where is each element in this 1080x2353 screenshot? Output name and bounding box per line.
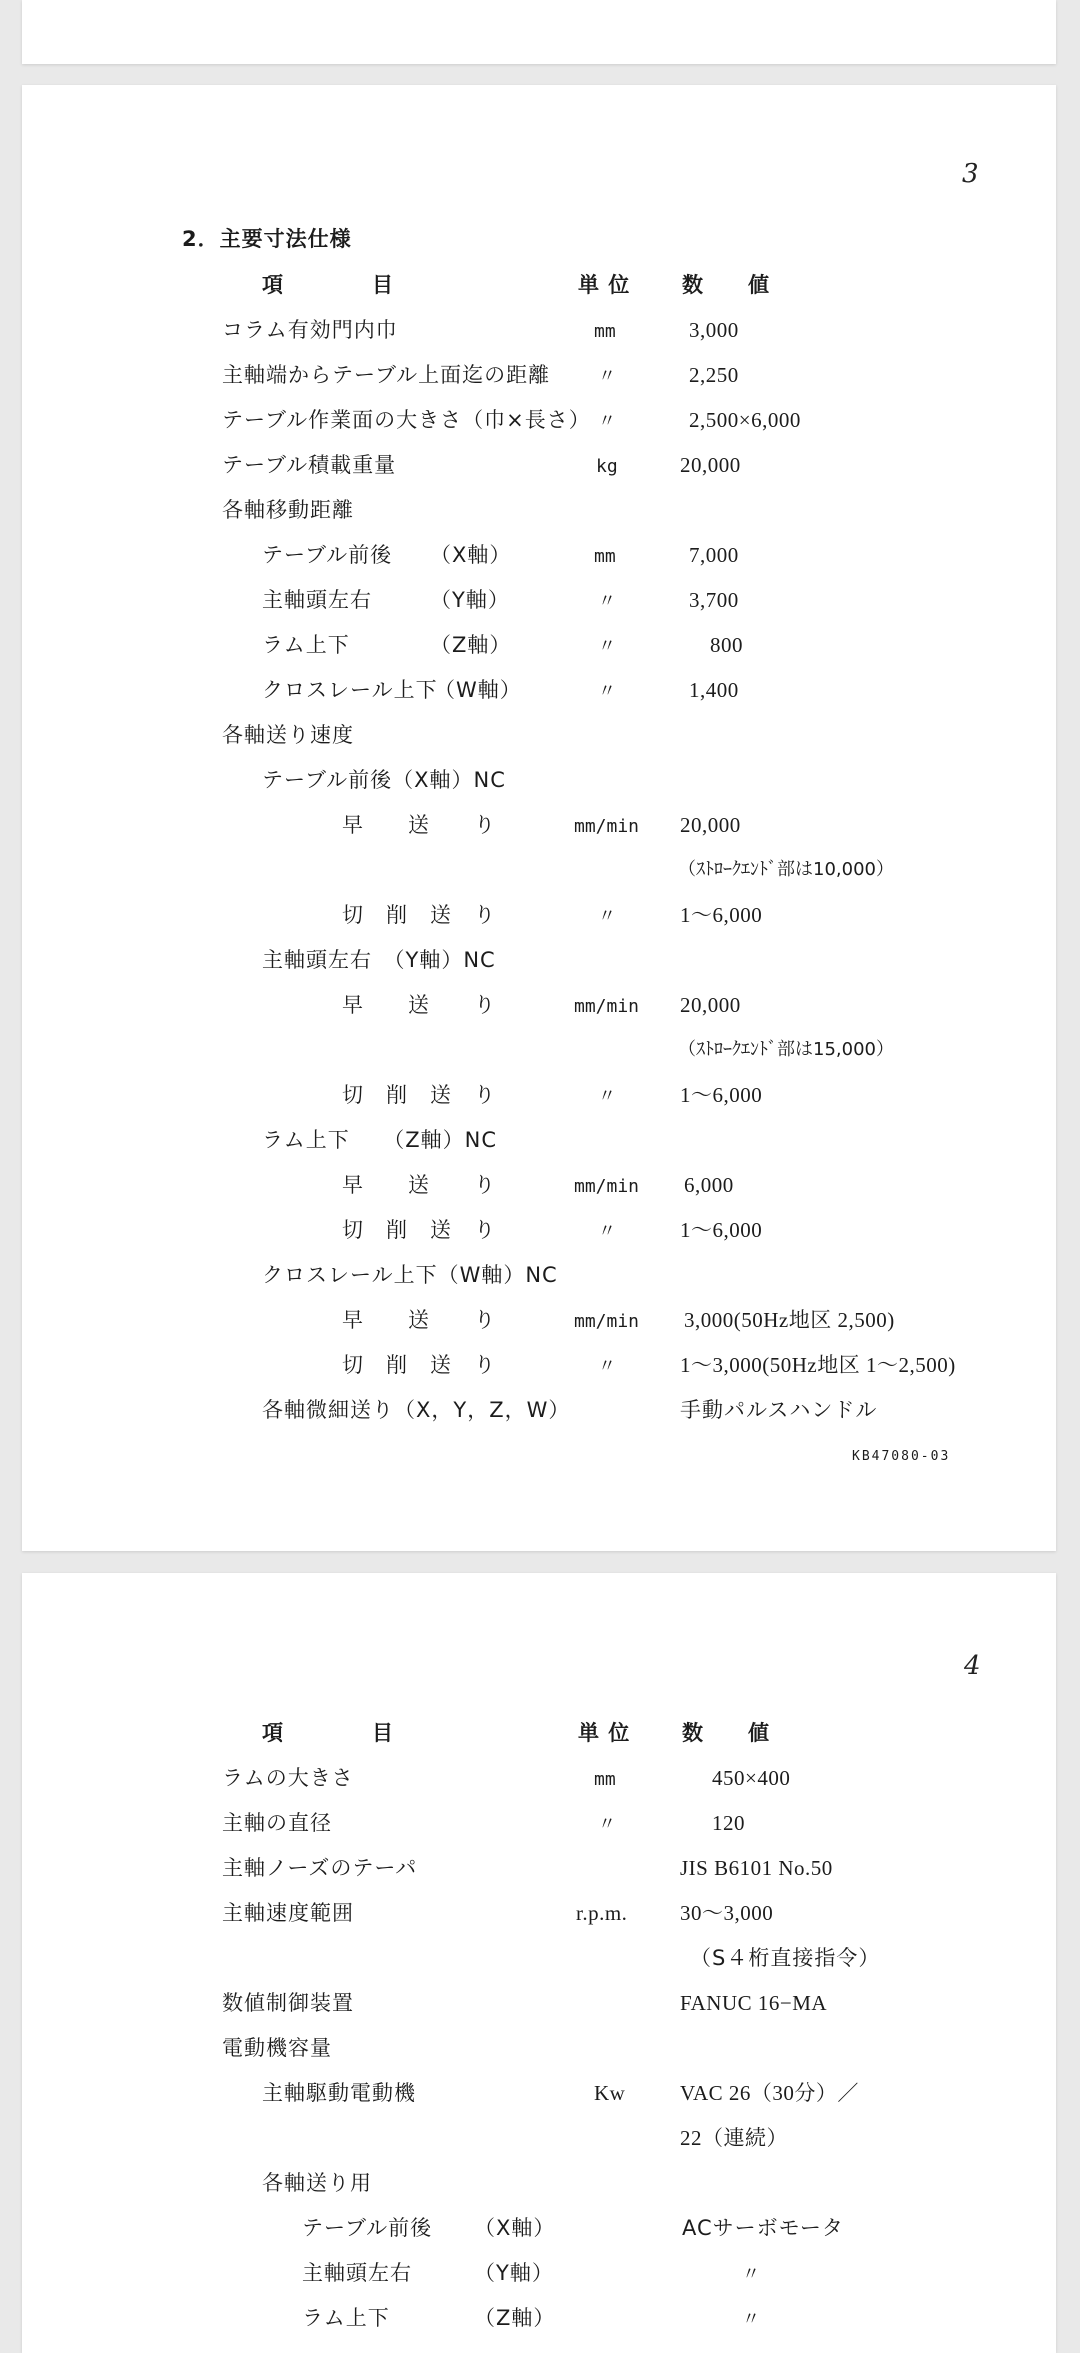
spec-value: 〃 — [742, 2264, 760, 2285]
spec-note: （ｽﾄﾛｰｸｴﾝﾄﾞ部は10,000） — [678, 859, 894, 880]
axis-label: （X軸） — [430, 543, 512, 567]
spec-label: 主軸端からテーブル上面迄の距離 — [222, 363, 551, 387]
spec-unit: mm — [594, 546, 616, 567]
group-label: 電動機容量 — [222, 2036, 332, 2060]
header-item: 項 目 — [262, 1721, 394, 1745]
spec-value: 3,700 — [689, 588, 739, 612]
spec-value: VAC 26（30分）／ — [680, 2081, 859, 2105]
spec-value: 20,000 — [680, 993, 741, 1017]
spec-label: テーブル作業面の大きさ（巾×長さ） — [222, 408, 591, 432]
spec-value: 7,000 — [689, 543, 739, 567]
spec-value: 1〜3,000(50Hz地区 1〜2,500) — [680, 1353, 956, 1377]
spec-label: 早 送 り — [342, 1173, 496, 1197]
axis-label: （Y軸） — [430, 588, 510, 612]
spec-label: クロスレール上下 — [262, 678, 438, 702]
spec-label: 主軸頭左右 — [302, 2261, 412, 2285]
spec-value: 1〜6,000 — [680, 1218, 763, 1242]
spec-unit: mm/min — [574, 1176, 640, 1197]
spec-unit: 〃 — [598, 1814, 616, 1835]
spec-value: 20,000 — [680, 813, 741, 837]
spec-label: 各軸微細送り（X，Y，Z，W） — [262, 1398, 571, 1422]
spec-label: ラム上下 — [302, 2306, 390, 2330]
spec-label: コラム有効門内巾 — [222, 318, 398, 342]
axis-label: （W軸） — [434, 678, 522, 702]
header-value: 数 値 — [682, 1721, 770, 1745]
spec-label: 切 削 送 り — [342, 1218, 496, 1242]
spec-label: ラム上下 — [262, 633, 350, 657]
spec-value: 1〜6,000 — [680, 903, 763, 927]
group-label: 各軸送り速度 — [222, 723, 354, 747]
group-label: 各軸送り用 — [262, 2171, 372, 2195]
spec-note: （ｽﾄﾛｰｸｴﾝﾄﾞ部は15,000） — [678, 1039, 894, 1060]
document-page-4 — [22, 1573, 1056, 2353]
spec-unit: 〃 — [598, 681, 616, 702]
spec-value-cont: 22（連続） — [680, 2126, 788, 2150]
group-label: 各軸移動距離 — [222, 498, 354, 522]
document-page-3 — [22, 85, 1056, 1551]
spec-unit: 〃 — [598, 636, 616, 657]
axis-label: （Y軸） — [474, 2261, 554, 2285]
page-number: 3 — [962, 159, 979, 189]
spec-unit: mm — [594, 321, 616, 342]
axis-label: （X軸） — [474, 2216, 556, 2240]
spec-unit: Kw — [594, 2081, 626, 2105]
spec-label: テーブル前後 — [302, 2216, 433, 2240]
spec-unit: mm/min — [574, 1311, 640, 1332]
spec-label: 早 送 り — [342, 813, 496, 837]
spec-value: 2,500×6,000 — [689, 408, 801, 432]
header-unit: 単 位 — [578, 273, 631, 297]
previous-page-fragment — [22, 0, 1056, 64]
spec-value: 120 — [712, 1811, 745, 1835]
spec-value: 1〜6,000 — [680, 1083, 763, 1107]
header-unit: 単 位 — [578, 1721, 631, 1745]
header-item: 項 目 — [262, 273, 394, 297]
spec-note: （S４桁直接指令） — [690, 1946, 881, 1970]
spec-unit: 〃 — [598, 366, 616, 387]
spec-label: ラムの大きさ — [222, 1766, 354, 1790]
spec-value: 800 — [710, 633, 743, 657]
spec-unit: 〃 — [598, 1221, 616, 1242]
spec-label: テーブル前後 — [262, 543, 393, 567]
spec-value: ACサーボモータ — [682, 2216, 844, 2240]
spec-label: テーブル積載重量 — [222, 453, 397, 477]
spec-label: 主軸の直径 — [222, 1811, 332, 1835]
spec-unit: 〃 — [598, 1356, 616, 1377]
axis-label: （Z軸） — [474, 2306, 556, 2330]
spec-value: 6,000 — [684, 1173, 734, 1197]
spec-unit: r.p.m. — [576, 1901, 628, 1925]
spec-unit: 〃 — [598, 1086, 616, 1107]
spec-value: FANUC 16−MA — [680, 1991, 828, 2015]
subgroup-label: ラム上下 （Z軸）NC — [262, 1128, 498, 1152]
subgroup-label: テーブル前後（X軸）NC — [262, 768, 506, 792]
spec-value: 手動パルスハンドル — [680, 1398, 878, 1422]
spec-value: 3,000(50Hz地区 2,500) — [684, 1308, 895, 1332]
header-value: 数 値 — [682, 273, 770, 297]
spec-value: 2,250 — [689, 363, 739, 387]
spec-unit: mm — [594, 1769, 616, 1790]
axis-label: （Z軸） — [430, 633, 512, 657]
spec-value: 30〜3,000 — [680, 1901, 774, 1925]
document-code: KB47080-03 — [852, 1449, 951, 1464]
spec-value: 〃 — [742, 2309, 760, 2330]
spec-unit: 〃 — [598, 906, 616, 927]
spec-label: 数値制御装置 — [222, 1991, 354, 2015]
spec-label: 切 削 送 り — [342, 1083, 496, 1107]
spec-unit: mm/min — [574, 996, 640, 1017]
spec-unit: mm/min — [574, 816, 640, 837]
spec-label: 切 削 送 り — [342, 1353, 496, 1377]
spec-unit: 〃 — [598, 591, 616, 612]
page-number: 4 — [964, 1651, 981, 1681]
spec-value: JIS B6101 No.50 — [680, 1856, 833, 1880]
subgroup-label: 主軸頭左右 （Y軸）NC — [262, 948, 496, 972]
section-title: 2．主要寸法仕様 — [182, 227, 352, 251]
spec-label: 切 削 送 り — [342, 903, 496, 927]
spec-label: 早 送 り — [342, 1308, 496, 1332]
spec-label: 早 送 り — [342, 993, 496, 1017]
spec-value: 1,400 — [689, 678, 739, 702]
spec-label: 主軸ノーズのテーパ — [222, 1856, 418, 1880]
spec-label: 主軸速度範囲 — [222, 1901, 354, 1925]
subgroup-label: クロスレール上下（W軸）NC — [262, 1263, 558, 1287]
spec-value: 20,000 — [680, 453, 741, 477]
spec-unit: 〃 — [598, 411, 616, 432]
spec-label: 主軸駆動電動機 — [262, 2081, 416, 2105]
spec-value: 450×400 — [712, 1766, 791, 1790]
spec-value: 3,000 — [689, 318, 739, 342]
spec-label: 主軸頭左右 — [262, 588, 372, 612]
spec-unit: kg — [596, 456, 618, 477]
